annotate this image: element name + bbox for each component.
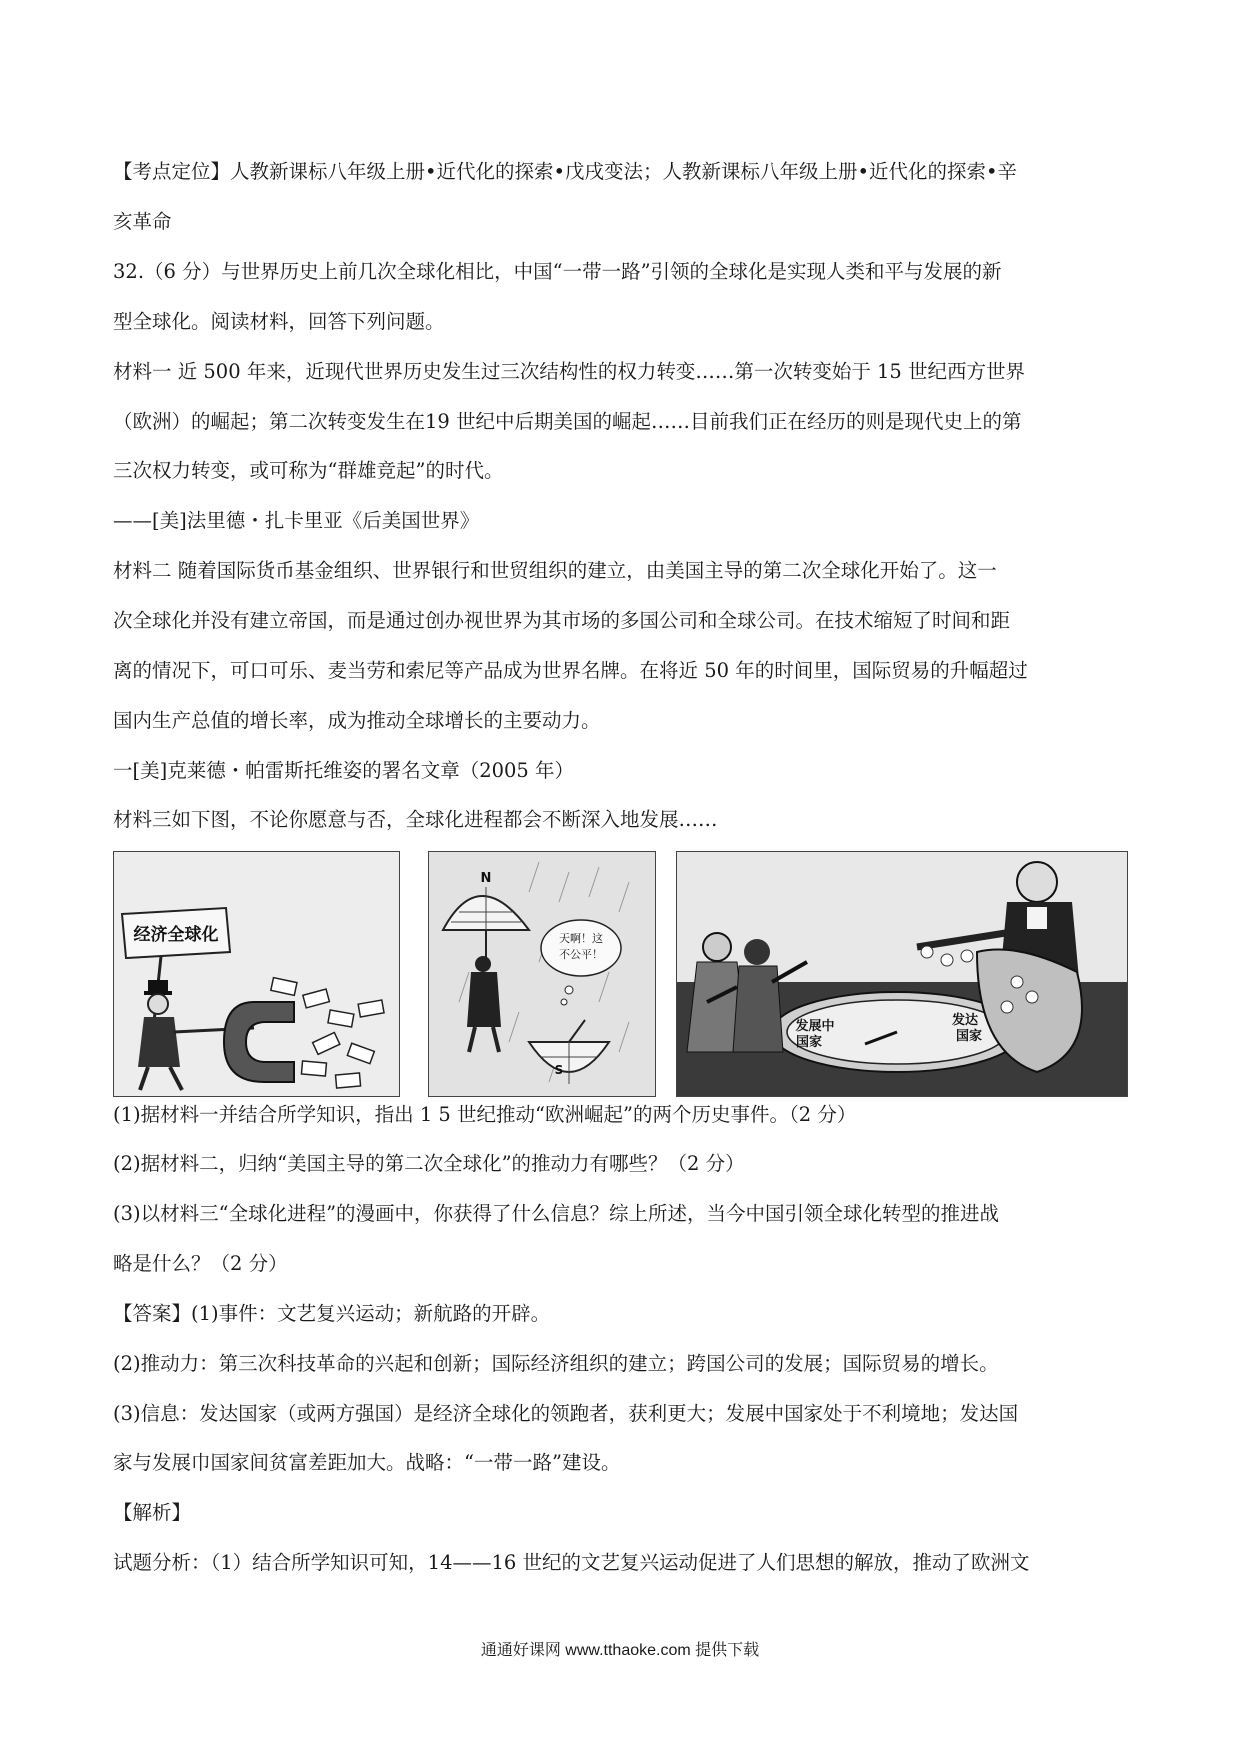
kaodian-line-cont: 亥革命 [113,210,172,233]
sub-question-1: (1)据材料一并结合所学知识，指出 1 5 世纪推动“欧洲崛起”的两个历史事件。（2 分） [113,1103,857,1126]
cartoon-1-drawing [114,852,399,1096]
answer-1: 【答案】(1)事件：文艺复兴运动；新航路的开辟。 [113,1302,551,1325]
cartoon-2-drawing [429,852,655,1096]
cartoon1-flag-text: 经济全球化 [133,925,219,945]
cartoon2-bubble-text-1: 天啊！这 [559,932,603,945]
answer-3-line2: 家与发展巾国家间贫富差距加大。战略：“一带一路”建设。 [113,1451,621,1474]
material-two-line3: 离的情况下，可口可乐、麦当劳和索尼等产品成为世界名牌。在将近 50 年的时间里，国际贸易的升幅超过 [113,659,1028,682]
cartoon2-bubble-text-2: 不公平！ [559,948,603,961]
page-footer: 通通好课网 www.tthaoke.com 提供下载 [480,1642,760,1659]
answer-2: (2)推动力：第三次科技革命的兴起和创新；国际经济组织的建立；跨国公司的发展；国际贸易的增长。 [113,1352,999,1375]
material-two-line1: 材料二 随着国际货币基金组织、世界银行和世贸组织的建立，由美国主导的第二次全球化开始了。这一 [113,559,997,582]
cartoon3-developing-label-2: 国家 [795,1035,823,1050]
answer-3-line1: (3)信息：发达国家（或两方强国）是经济全球化的领跑者，获利更大；发展中国家处于不利境地；发达国 [113,1402,1019,1425]
material-two-source: 一[美]克莱德・帕雷斯托维姿的署名文章（2005 年） [113,759,575,782]
cartoon-3-drawing [677,852,1127,1096]
material-one-line3: 三次权力转变，或可称为“群雄竞起”的时代。 [113,459,504,482]
cartoon-umbrella-unfair [428,851,656,1097]
analysis-line: 试题分析：（1）结合所学知识可知，14——16 世纪的文艺复兴运动促进了人们思想的解放，推动了欧洲文 [113,1551,1030,1574]
analysis-heading: 【解析】 [113,1501,192,1524]
material-three-line: 材料三如下图，不论你愿意与否，全球化进程都会不断深入地发展…… [113,808,718,831]
cartoon2-north-label: N [480,871,492,886]
question-32-line1: 32.（6 分）与世界历史上前几次全球化相比，中国“一带一路”引领的全球化是实现人类和平与发展的新 [113,260,1002,283]
cartoon-globalization-magnet [113,851,400,1097]
cartoon3-developed-label-1: 发达 [951,1013,979,1028]
question-32-line2: 型全球化。阅读材料，回答下列问题。 [113,310,445,333]
material-one-line1: 材料一 近 500 年来，近现代世界历史发生过三次结构性的权力转变……第一次转变始于 15 世纪西方世界 [113,360,1026,383]
sub-question-3-line2: 略是什么？（2 分） [113,1252,288,1275]
material-one-line2: （欧洲）的崛起；第二次转变发生在19 世纪中后期美国的崛起……目前我们正在经历的则是现代史上的第 [113,410,1022,433]
cartoon2-south-label: S [554,1063,564,1077]
material-one-source: ——[美]法里德・扎卡里亚《后美国世界》 [113,509,480,532]
sub-question-2: (2)据材料二，归纳“美国主导的第二次全球化”的推动力有哪些？（2 分） [113,1152,745,1175]
material-two-line2: 次全球化并没有建立帝国，而是通过创办视世界为其市场的多国公司和全球公司。在技术缩短了时间和距 [113,609,1011,632]
cartoon3-developed-label-2: 国家 [955,1029,983,1044]
kaodian-line: 【考点定位】人教新课标八年级上册•近代化的探索•戊戌变法；人教新课标八年级上册•近代化的探索•辛 [113,160,1018,183]
material-two-line4: 国内生产总值的增长率，成为推动全球增长的主要动力。 [113,709,601,732]
cartoon-developed-vs-developing [676,851,1128,1097]
cartoon3-developing-label-1: 发展中 [795,1019,835,1034]
sub-question-3-line1: (3)以材料三“全球化进程”的漫画中，你获得了什么信息？综上所述，当今中国引领全球化转型的推进战 [113,1202,1000,1225]
